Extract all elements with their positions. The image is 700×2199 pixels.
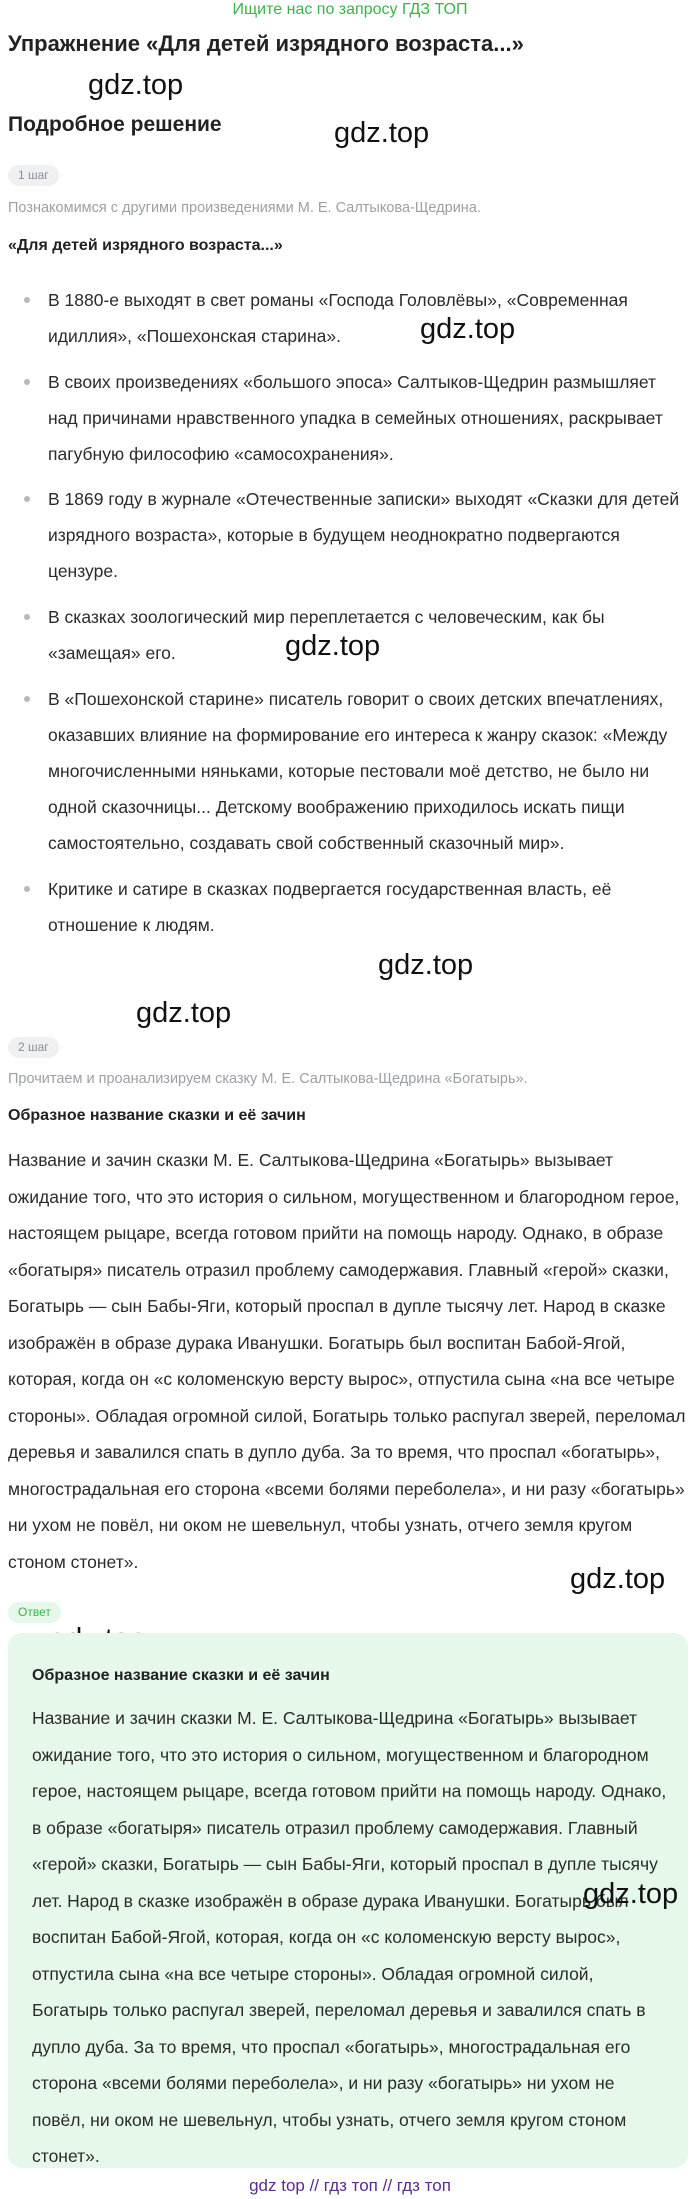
list-item: В 1880-е выходят в свет романы «Господа Головлёвы», «Современная идиллия», «Пошехонская старина».: [0, 282, 690, 354]
list-item: Критике и сатире в сказках подвергается государственная власть, её отношение к людям.: [0, 871, 690, 943]
watermark: gdz.top: [334, 117, 430, 149]
answer-paragraph: Название и зачин сказки М. Е. Салтыкова-Щедрина «Богатырь» вызывает ожидание того, что это история о сильном, могущественном и благородном герое, настоящем рыцаре, всегда готовом прийти на помощь народу. Однако, в образе «богатыря» писатель отразил проблему самодержавия. Главный «герой» сказки, Богатырь — сын Бабы-Яги, который проспал в дупле тысячу лет. Народ в сказке изображён в образе дурака Иванушки. Богатырь был воспитан Бабой-Ягой, которая, когда он «с коломенскую версту вырос», отпустила сына «на все четыре стороны». Обладая огромной силой, Богатырь только распугал зверей, переломал деревья и завалился спать в дупло дуба. За то время, что проспал «богатырь», многострадальная его сторона «всеми болями переболела», и ни разу «богатырь» ни ухом не повёл, ни оком не шевельнул, чтобы узнать, отчего земля кругом стоном стонет».: [32, 1708, 667, 2166]
list-item: В сказках зоологический мир переплетается с человеческим, как бы «замещая» его.: [0, 599, 690, 671]
watermark: gdz.top: [136, 997, 232, 1029]
list-item: В своих произведениях «большого эпоса» Салтыков-Щедрин размышляет над причинами нравственного упадка в семейных отношениях, раскрывает пагубную философию «самосохранения».: [0, 364, 690, 472]
page-title: Упражнение «Для детей изрядного возраста...»: [8, 31, 524, 56]
search-banner: Ищите нас по запросу ГДЗ ТОП: [232, 1, 468, 18]
watermark: gdz.top: [378, 949, 474, 981]
step-description: Познакомимся с другими произведениями М. Е. Салтыкова-Щедрина.: [8, 200, 481, 216]
answer-heading: Образное название сказки и её зачин: [32, 1667, 330, 1684]
watermark: gdz.top: [420, 313, 516, 345]
watermark: gdz.top: [285, 630, 381, 662]
step-badge: 1 шаг: [8, 165, 59, 186]
watermark: gdz.top: [88, 69, 184, 101]
step-heading: «Для детей изрядного возраста...»: [8, 237, 283, 254]
list-item: В 1869 году в журнале «Отечественные записки» выходят «Сказки для детей изрядного возраста», которые в будущем неоднократно подвергаются цензуре.: [0, 481, 690, 589]
solution-paragraph: Название и зачин сказки М. Е. Салтыкова-Щедрина «Богатырь» вызывает ожидание того, что это история о сильном, могущественном и благородном герое, настоящем рыцаре, всегда готовом прийти на помощь народу. Однако, в образе «богатыря» писатель отразил проблему самодержавия. Главный «герой» сказки, Богатырь — сын Бабы-Яги, который проспал в дупле тысячу лет. Народ в сказке изображён в образе дурака Иванушки. Богатырь был воспитан Бабой-Ягой, которая, когда он «с коломенскую версту вырос», отпустила сына «на все четыре стороны». Обладая огромной силой, Богатырь только распугал зверей, переломал деревья и завалился спать в дупло дуба. За то время, что проспал «богатырь», многострадальная его сторона «всеми болями переболела», и ни разу «богатырь» ни ухом не повёл, ни оком не шевельнул, чтобы узнать, отчего земля кругом стоном стонет».: [8, 1150, 686, 1572]
list-item: В «Пошехонской старине» писатель говорит о своих детских впечатлениях, оказавших влияние на формирование его интереса к жанру сказок: «Между многочисленными няньками, которые пестовали моё детство, не было ни одной сказочницы... Детскому воображению приходилось искать пищи самостоятельно, создавать свой собственный сказочный мир».: [0, 681, 690, 861]
watermark: gdz.top: [583, 1878, 679, 1910]
step-badge: 2 шаг: [8, 1037, 59, 1058]
step-heading: Образное название сказки и её зачин: [8, 1107, 306, 1124]
bullet-list: [0, 282, 690, 943]
answer-badge: Ответ: [8, 1602, 61, 1623]
step-description: Прочитаем и проанализируем сказку М. Е. Салтыкова-Щедрина «Богатырь».: [8, 1071, 528, 1087]
footer-link[interactable]: gdz top // гдз топ // гдз топ: [249, 2176, 451, 2195]
watermark: gdz.top: [570, 1563, 666, 1595]
solution-heading: Подробное решение: [8, 113, 222, 136]
